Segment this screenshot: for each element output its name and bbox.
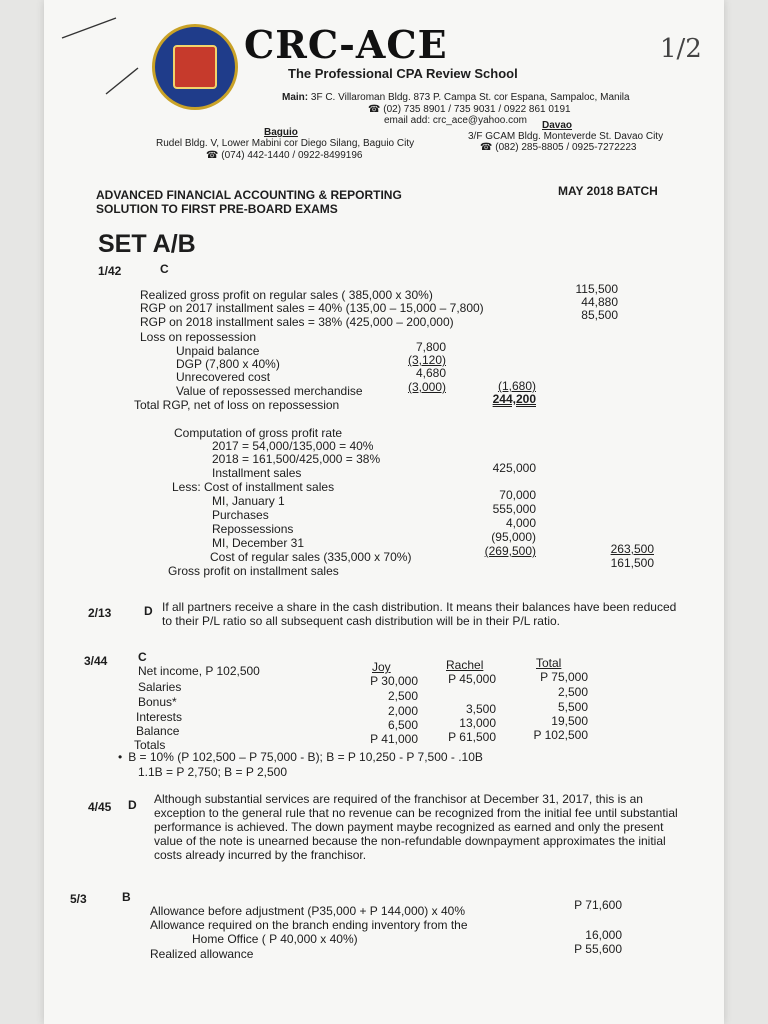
gp-line: MI, January 1: [212, 494, 285, 508]
gp-value: 263,500: [610, 542, 654, 556]
question-answer: B: [122, 890, 131, 904]
gp-line: MI, December 31: [212, 536, 305, 550]
gp-line: Purchases: [212, 508, 269, 522]
question-answer: C: [138, 650, 147, 664]
gp-line: Computation of gross profit rate: [174, 426, 343, 440]
question-number: 4/45: [88, 800, 112, 814]
q5-line: Realized allowance: [150, 947, 254, 961]
handwritten-mark: 1/2: [660, 34, 702, 64]
q3-bonus-note: • B = 10% (P 102,500 – P 75,000 - B); B = P 10,250 - P 7,500 - .10B: [118, 750, 483, 764]
doc-title-line2: SOLUTION TO FIRST PRE-BOARD EXAMS: [96, 202, 338, 216]
q4-explanation: Although substantial services are required of the franchisor at December 31, 2017, this is an exception to the general rule that no revenue can be recognized from the initial fee until substantial performance is achieved. The down payment maybe recognized as earned and only the present value of the note is unearned because the non-refundable downpayment approximates the initial costs already incurred by the franchisor.: [154, 792, 678, 862]
q5-value: P 55,600: [574, 942, 622, 956]
question-number: 5/3: [70, 892, 87, 906]
q3-rachel-cell: 13,000: [459, 716, 496, 730]
document-page: [44, 0, 724, 1024]
q3-total-cell: P 75,000: [540, 670, 588, 684]
baguio-label: Baguio: [264, 127, 298, 138]
q3-row-label: Interests: [136, 710, 183, 724]
q1-line: DGP (7,800 x 40%): [176, 357, 280, 371]
q3-rachel-cell: P 61,500: [448, 730, 496, 744]
q5-line: Allowance before adjustment (P35,000 + P 144,000) x 40%: [150, 904, 465, 918]
baguio-address: Rudel Bldg. V, Lower Mabini cor Diego Silang, Baguio City: [156, 138, 415, 149]
davao-label: Davao: [542, 120, 573, 131]
q3-header: Total: [536, 656, 562, 670]
q1-line: Unpaid balance: [176, 344, 260, 358]
question-number: 1/42: [98, 264, 122, 278]
q3-joy-cell: 6,500: [387, 718, 418, 732]
batch-label: MAY 2018 BATCH: [558, 184, 658, 198]
davao-phone: ☎ (082) 285-8805 / 0925-7272223: [480, 142, 637, 153]
q5-line: Allowance required on the branch ending inventory from the: [150, 918, 468, 932]
q3-joy-cell: P 30,000: [370, 674, 418, 688]
gp-total: 161,500: [610, 556, 654, 570]
q1-line: Unrecovered cost: [176, 370, 271, 384]
q1-line: RGP on 2017 installment sales = 40% (135,00 – 15,000 – 7,800): [140, 301, 484, 315]
handwritten-stroke: [60, 10, 120, 50]
question-number: 2/13: [88, 606, 112, 620]
q3-row-label: Salaries: [138, 680, 182, 694]
q1-line: Realized gross profit on regular sales ( 385,000 x 30%): [140, 288, 433, 302]
q3-row-label: Net income, P 102,500: [138, 664, 260, 678]
gp-value: 70,000: [499, 488, 536, 502]
q1-value: 115,500: [575, 282, 618, 296]
q5-value: P 71,600: [574, 898, 622, 912]
gp-value: (95,000): [491, 530, 536, 544]
main-phone: ☎ (02) 735 8901 / 735 9031 / 0922 861 0191: [368, 104, 571, 115]
q3-row-label: Totals: [134, 738, 166, 752]
q1-line: Total RGP, net of loss on repossession: [134, 398, 340, 412]
q1-value: 7,800: [415, 340, 446, 354]
q5-line: Home Office ( P 40,000 x 40%): [192, 932, 358, 946]
q3-rachel-cell: 3,500: [465, 702, 496, 716]
gp-line: 2018 = 161,500/425,000 = 38%: [212, 452, 381, 466]
q1-value: (3,120): [407, 353, 446, 367]
q3-row-label: Bonus*: [138, 695, 177, 709]
q1-line: Loss on repossession: [140, 330, 257, 344]
doc-title-line1: ADVANCED FINANCIAL ACCOUNTING & REPORTING: [96, 188, 402, 202]
q3-row-label: Balance: [136, 724, 180, 738]
q3-header: Joy: [372, 660, 391, 674]
gp-line: Installment sales: [212, 466, 302, 480]
q5-value: 16,000: [585, 928, 622, 942]
q3-joy-cell: 2,000: [387, 704, 418, 718]
gp-line: Cost of regular sales (335,000 x 70%): [210, 550, 412, 564]
q3-rachel-cell: P 45,000: [448, 672, 496, 686]
q3-bonus-note-2: 1.1B = P 2,750; B = P 2,500: [138, 765, 288, 779]
q1-value: (3,000): [407, 380, 446, 394]
gp-line: Repossessions: [212, 522, 294, 536]
q1-total: 244,200: [492, 392, 536, 406]
gp-value: 555,000: [492, 502, 536, 516]
q3-total-cell: 5,500: [557, 700, 588, 714]
q3-total-cell: 19,500: [551, 714, 588, 728]
gp-value: 4,000: [505, 516, 536, 530]
gp-line: Less: Cost of installment sales: [172, 480, 335, 494]
q2-explanation: If all partners receive a share in the cash distribution. It means their balances have been reduced to their P/L ratio so all subsequent cash distribution will be in their P/L ratio.: [162, 600, 677, 628]
gp-value: (269,500): [484, 544, 536, 558]
q3-joy-cell: P 41,000: [370, 732, 418, 746]
gp-line: Gross profit on installment sales: [168, 564, 339, 578]
question-answer: D: [128, 798, 137, 812]
q3-header: Rachel: [446, 658, 484, 672]
question-number: 3/44: [84, 654, 108, 668]
q1-line: Value of repossessed merchandise: [176, 384, 363, 398]
set-heading: SET A/B: [98, 230, 196, 258]
logo-seal: [152, 24, 238, 110]
q1-line: RGP on 2018 installment sales = 38% (425,000 – 200,000): [140, 315, 454, 329]
question-answer: C: [160, 262, 169, 276]
q1-value: 4,680: [415, 366, 446, 380]
main-address: Main: 3F C. Villaroman Bldg. 873 P. Campa St. cor Espana, Sampaloc, Manila: [282, 92, 630, 103]
q3-total-cell: P 102,500: [533, 728, 588, 742]
baguio-phone: ☎ (074) 442-1440 / 0922-8499196: [206, 150, 363, 161]
question-answer: D: [144, 604, 153, 618]
gp-value: 425,000: [492, 461, 536, 475]
email-address: email add: crc_ace@yahoo.com: [384, 115, 527, 126]
logo-title: CRC-ACE: [244, 22, 448, 67]
logo-subtitle: The Professional CPA Review School: [288, 66, 518, 81]
q1-value: (1,680): [497, 379, 536, 393]
handwritten-stroke: [102, 60, 142, 100]
q1-value: 44,880: [581, 295, 618, 309]
q3-joy-cell: 2,500: [387, 689, 418, 703]
q1-value: 85,500: [581, 308, 618, 322]
gp-line: 2017 = 54,000/135,000 = 40%: [212, 439, 374, 453]
q3-total-cell: 2,500: [557, 685, 588, 699]
davao-address: 3/F GCAM Bldg. Monteverde St. Davao City: [468, 131, 664, 142]
